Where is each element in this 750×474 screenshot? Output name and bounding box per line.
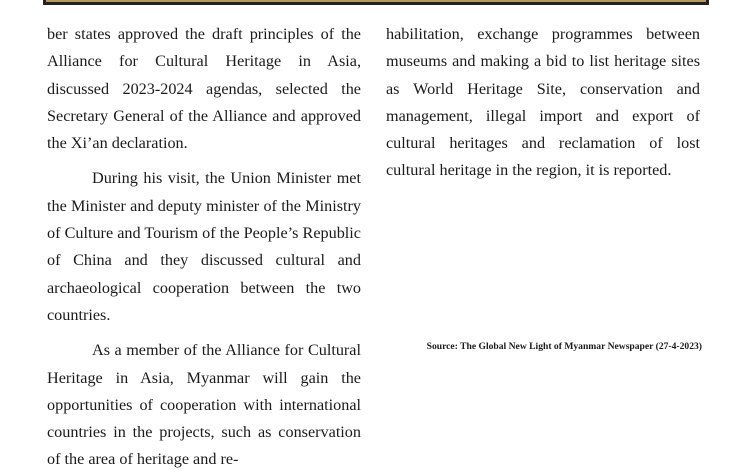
left-column: [47, 21, 361, 474]
right-column: [386, 21, 700, 185]
paragraph-alliance-approval: ber states approved the draft principles of the Alliance for Cultural Heritage in Asia, discussed 2023-2024 agendas, selected the Secretary General of the Alliance and approved the Xi’an declaration.: [47, 25, 361, 153]
paragraph-cooperation-projects: habilitation, exchange programmes between museums and making a bid to list heritage sites as World Heritage Site, conservation and management, illegal import and export of cultural heritages and reclamation of lost cultural heritage in the region, it is reported.: [386, 25, 700, 180]
paragraph-myanmar-membership: As a member of the Alliance for Cultural Heritage in Asia, Myanmar will gain the opportunities of cooperation with international countries in the projects, such as conservation of the area of heritage and re-: [47, 341, 361, 469]
top-border-frame: [43, 0, 709, 5]
paragraph-minister-visit: During his visit, the Union Minister met the Minister and deputy minister of the Ministry of Culture and Tourism of the People’s Republic of China and they discussed cultural and archaeological cooperation between the two countries.: [47, 169, 361, 324]
source-citation: Source: The Global New Light of Myanmar Newspaper (27-4-2023): [426, 341, 702, 352]
